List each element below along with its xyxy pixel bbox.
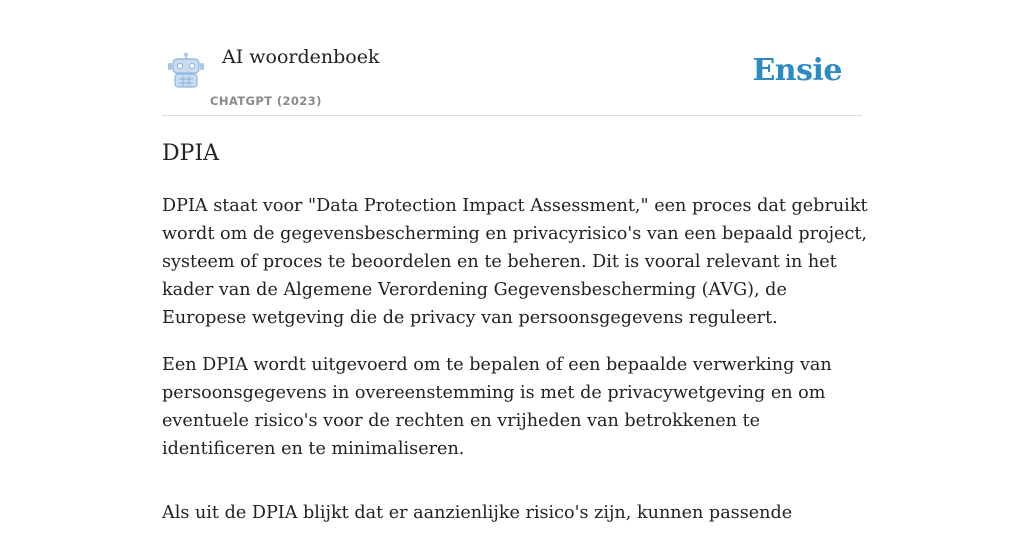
entry-definition — [162, 192, 868, 546]
entry-term: DPIA — [162, 141, 220, 166]
definition-paragraph: Een DPIA wordt uitgevoerd om te bepalen of een bepaalde verwerking van persoonsgegevens in overeenstemming is met de privacywetgeving en om eventuele risico's voor de rechten en vrijheden van betrokkenen te identificeren en te minimaliseren. — [162, 355, 832, 459]
dictionary-header — [162, 40, 862, 116]
robot-icon — [166, 52, 206, 90]
definition-paragraph: Als uit de DPIA blijkt dat er aanzienlijke risico's zijn, kunnen passende — [162, 503, 793, 523]
dictionary-title[interactable]: AI woordenboek — [222, 46, 380, 68]
definition-paragraph: DPIA staat voor "Data Protection Impact Assessment," een proces dat gebruikt wordt om de gegevensbescherming en privacyrisico's van een bepaald project, systeem of proces te beoordelen en te beheren. Dit is vooral relevant in het kader van de Algemene Verordening Gegevensbescherming (AVG), de Europese wetgeving die de privacy van persoonsgegevens reguleert. — [162, 196, 868, 328]
source-label: CHATGPT (2023) — [210, 94, 322, 108]
ensie-logo-link[interactable]: Ensie — [752, 53, 842, 88]
